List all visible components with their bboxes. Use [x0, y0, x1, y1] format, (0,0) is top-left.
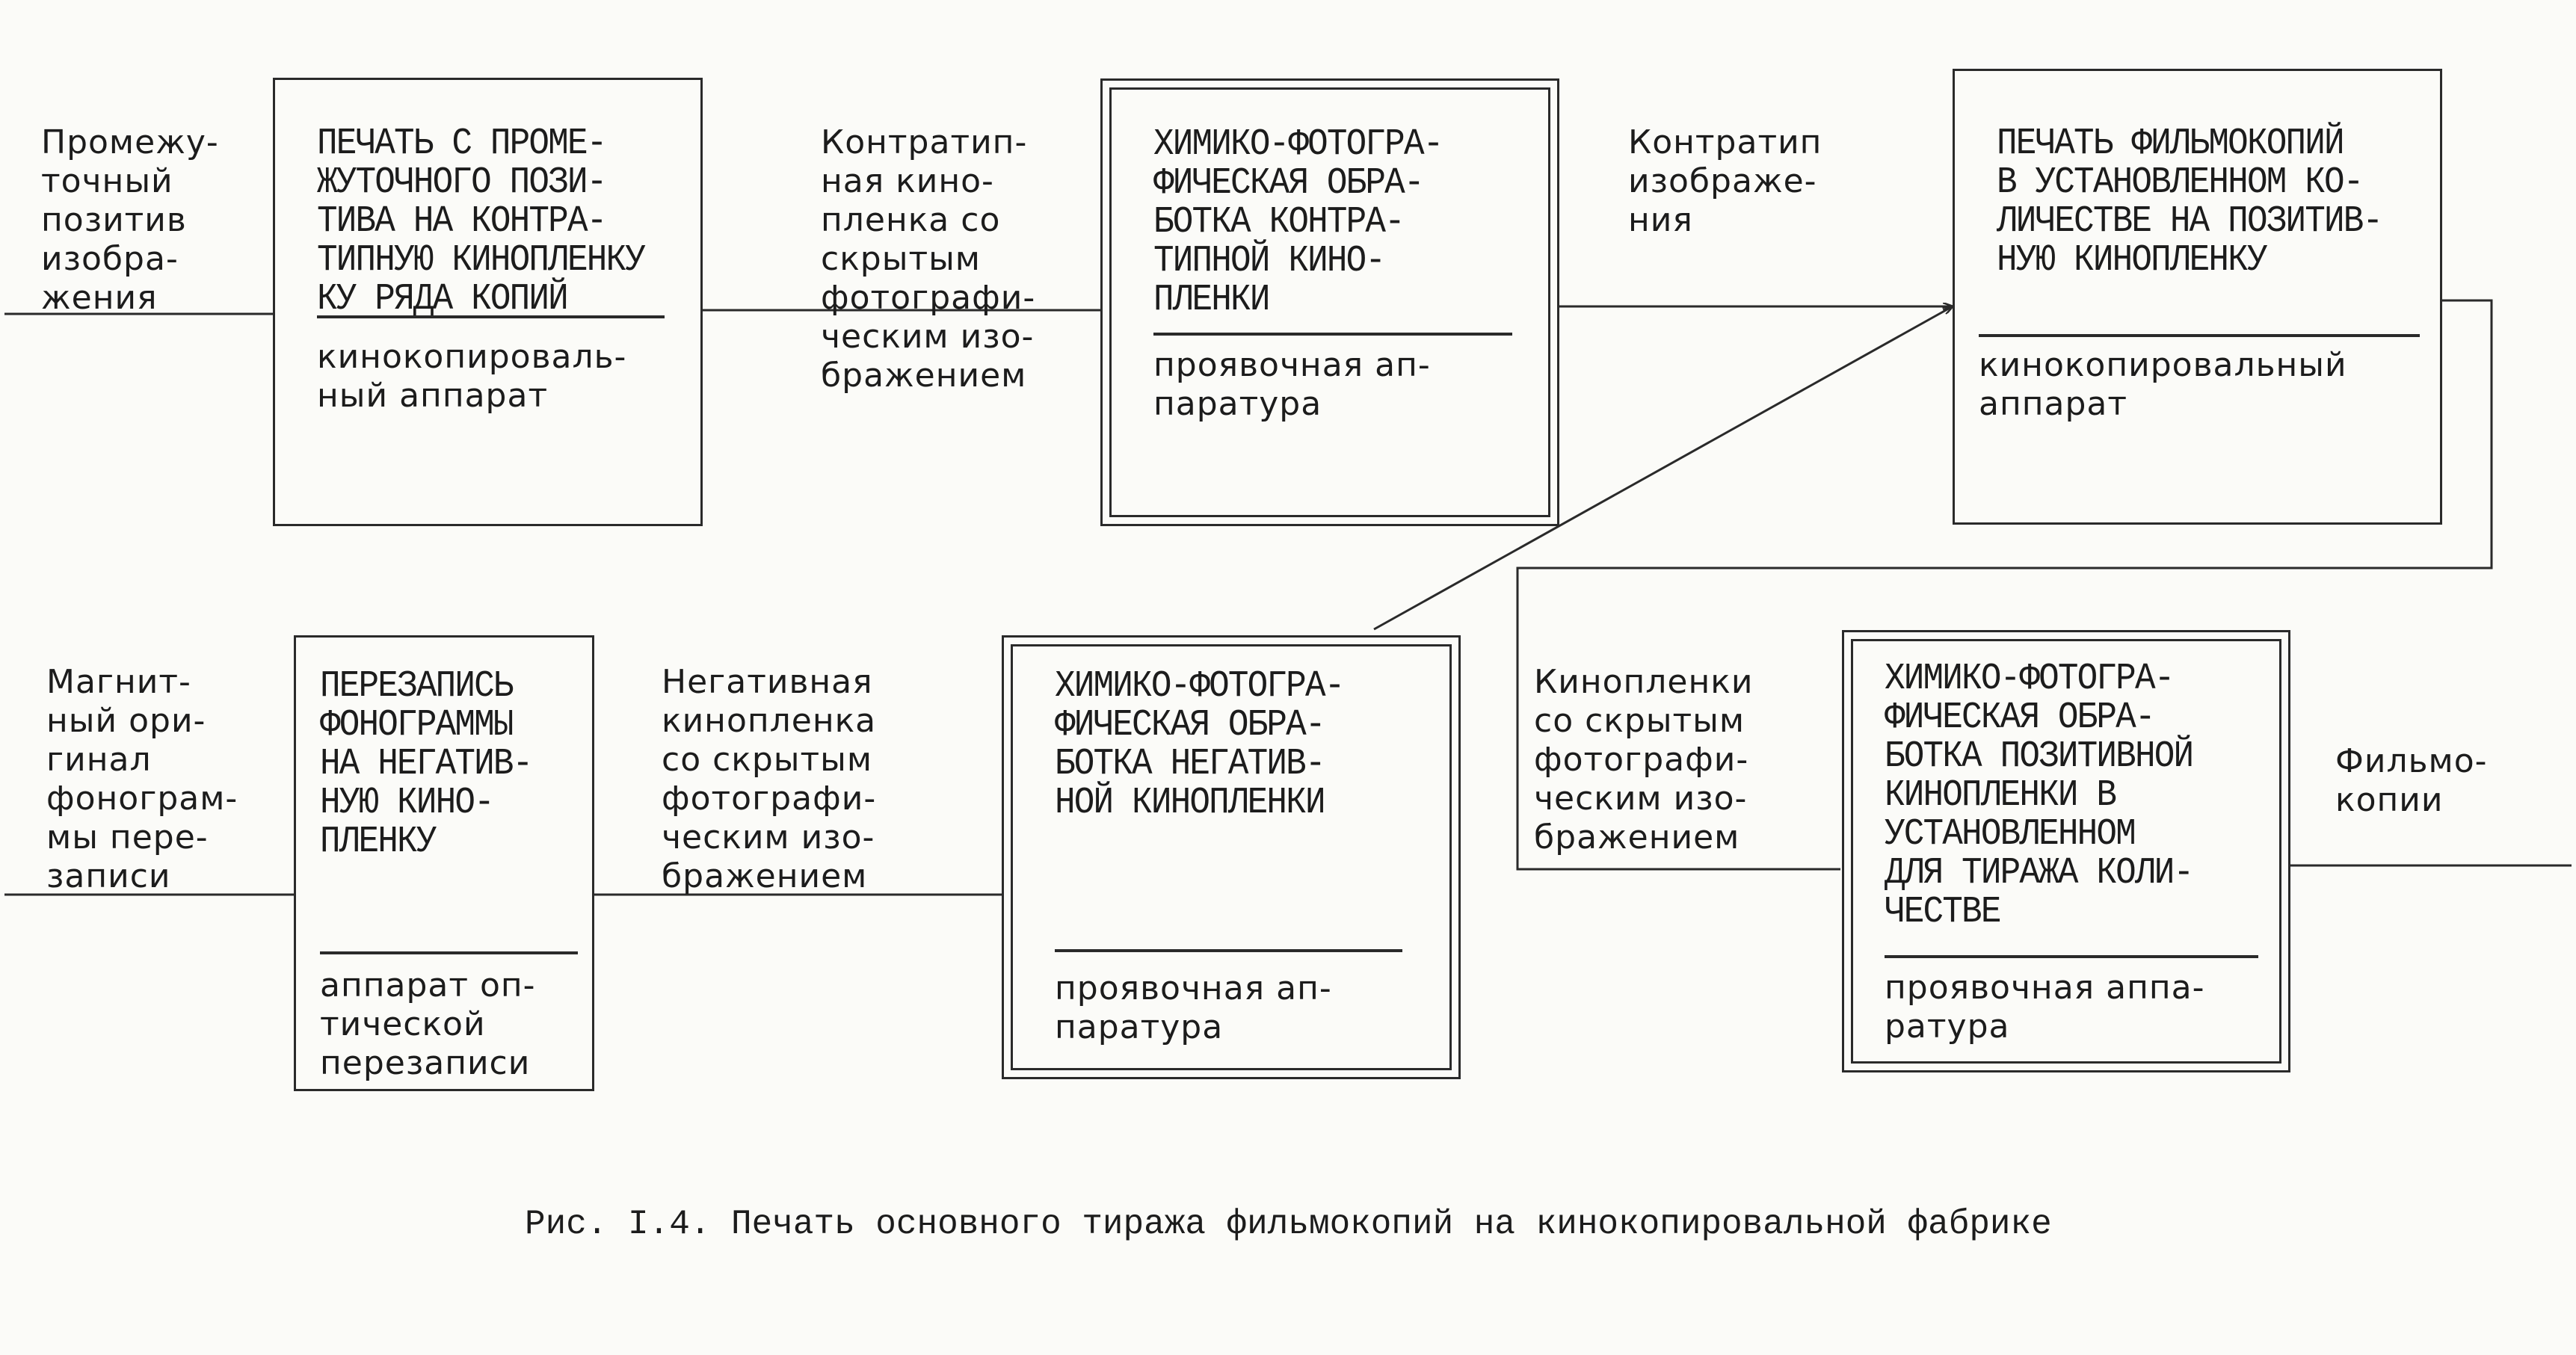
flow-label-contratype-image: Контратип изображе- ния [1628, 123, 1822, 239]
mechanism-label: кинокопировальный аппарат [1979, 346, 2347, 423]
mechanism-label: кинокопироваль- ный аппарат [317, 338, 627, 415]
figure-caption: Рис. I.4. Печать основного тиража фильмокопий на кинокопировальной фабрике [525, 1205, 2052, 1244]
process-box-print-filmcopies [1953, 69, 2442, 525]
flow-label-negative-film: Негативная кинопленка со скрытым фотографи- ческим изо- бражением [662, 663, 877, 895]
flow-label-film-copies: Фильмо- копии [2335, 742, 2488, 819]
process-box-rerecord-soundtrack [294, 635, 594, 1091]
flow-label-magnetic-original: Магнит- ный ори- гинал фонограм- мы пере- записи [46, 663, 238, 895]
process-title: ПЕЧАТЬ С ПРОМЕ- ЖУТОЧНОГО ПОЗИ- ТИВА НА КОНТРА- ТИПНУЮ КИНОПЛЕНКУ КУ РЯДА КОПИЙ [317, 123, 645, 321]
divider-line [1979, 334, 2420, 337]
process-title: ХИМИКО-ФОТОГРА- ФИЧЕСКАЯ ОБРА- БОТКА ПОЗИТИВНОЙ КИНОПЛЕНКИ В УСТАНОВЛЕННОМ ДЛЯ ТИРАЖА КОЛИ- ЧЕСТВЕ [1885, 658, 2193, 933]
process-box-develop-contratype [1109, 87, 1550, 517]
flow-label-contratype-film: Контратип- ная кино- пленка со скрытым фотографи- ческим изо- бражением [821, 123, 1036, 395]
mechanism-label: проявочная аппа- ратура [1885, 969, 2205, 1046]
process-title: ПЕРЕЗАПИСЬ ФОНОГРАММЫ НА НЕГАТИВ- НУЮ КИНО- ПЛЕНКУ [320, 665, 532, 863]
flow-label-intermediate-positive: Промежу- точный позитив изобра- жения [41, 123, 219, 317]
divider-line [1055, 949, 1402, 952]
divider-line [1885, 955, 2258, 958]
process-box-print-contratype [273, 78, 703, 526]
divider-line [317, 315, 665, 318]
process-title: ХИМИКО-ФОТОГРА- ФИЧЕСКАЯ ОБРА- БОТКА НЕГАТИВ- НОЙ КИНОПЛЕНКИ [1055, 665, 1344, 824]
process-box-develop-negative [1011, 644, 1452, 1070]
flow-label-positive-films: Кинопленки со скрытым фотографи- ческим изо- бражением [1534, 663, 1754, 856]
process-title: ПЕЧАТЬ ФИЛЬМОКОПИЙ В УСТАНОВЛЕННОМ КО- ЛИЧЕСТВЕ НА ПОЗИТИВ- НУЮ КИНОПЛЕНКУ [1997, 123, 2382, 282]
mechanism-label: проявочная ап- паратура [1153, 346, 1431, 423]
mechanism-label: аппарат оп- тической перезаписи [320, 966, 536, 1082]
process-title: ХИМИКО-ФОТОГРА- ФИЧЕСКАЯ ОБРА- БОТКА КОНТРА- ТИПНОЙ КИНО- ПЛЕНКИ [1153, 123, 1443, 321]
mechanism-label: проявочная ап- паратура [1055, 969, 1332, 1046]
divider-line [320, 951, 578, 954]
divider-line [1153, 333, 1512, 336]
process-box-develop-positive [1851, 639, 2281, 1064]
